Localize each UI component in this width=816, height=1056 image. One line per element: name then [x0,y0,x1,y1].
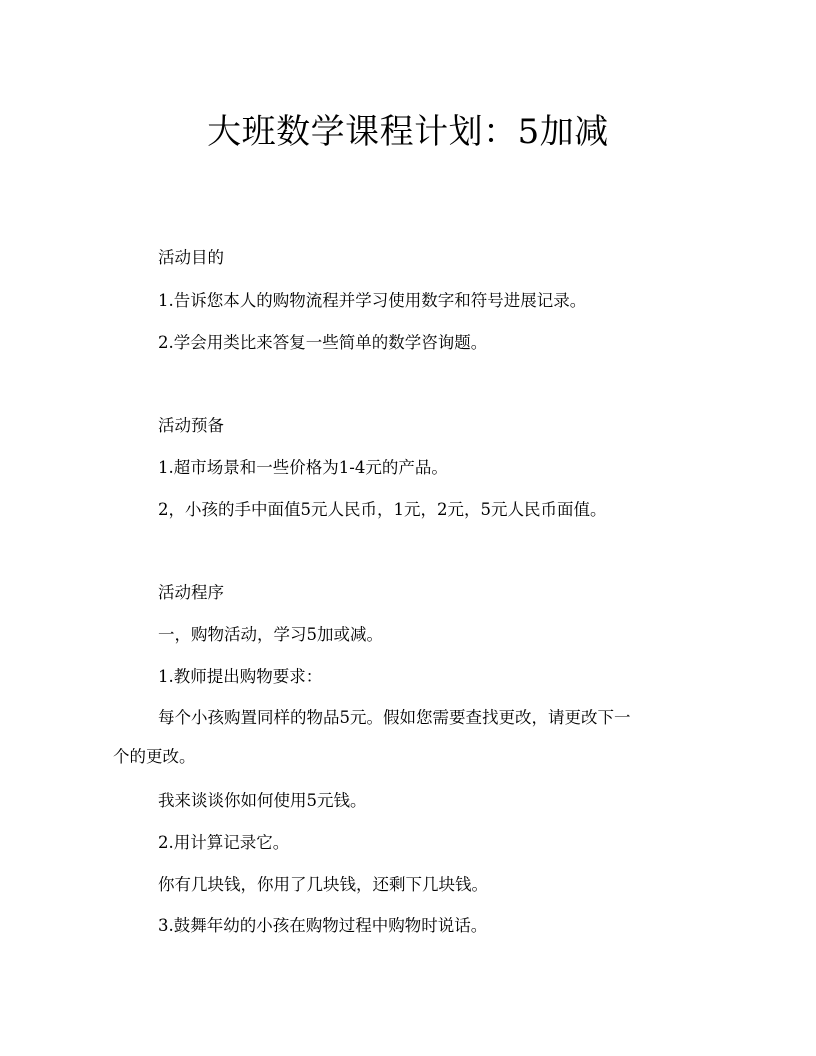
section-heading-procedure: 活动程序 [158,583,224,602]
paragraph-line: 每个小孩购置同样的物品5元。假如您需要查找更改，请更改下一 [158,708,631,727]
paragraph-line: 1.教师提出购物要求： [158,667,323,686]
paragraph-line: 我来谈谈你如何使用5元钱。 [158,791,367,810]
paragraph-line: 3.鼓舞年幼的小孩在购物过程中购物时说话。 [158,916,488,935]
paragraph-line: 个的更改。 [113,747,196,766]
section-heading-preparation: 活动预备 [158,416,224,435]
paragraph-line: 2.学会用类比来答复一些简单的数学咨询题。 [158,333,488,352]
paragraph-line: 2，小孩的手中面值5元人民币，1元，2元，5元人民币面值。 [158,500,607,519]
paragraph-line: 1.超市场景和一些价格为1-4元的产品。 [158,458,448,477]
paragraph-line: 2.用计算记录它。 [158,833,290,852]
section-heading-objectives: 活动目的 [158,248,224,267]
document-title: 大班数学课程计划：5加减 [207,112,609,152]
paragraph-line: 你有几块钱，你用了几块钱，还剩下几块钱。 [158,875,488,894]
paragraph-line: 一，购物活动，学习5加或减。 [158,625,383,644]
paragraph-line: 1.告诉您本人的购物流程并学习使用数字和符号进展记录。 [158,291,587,310]
